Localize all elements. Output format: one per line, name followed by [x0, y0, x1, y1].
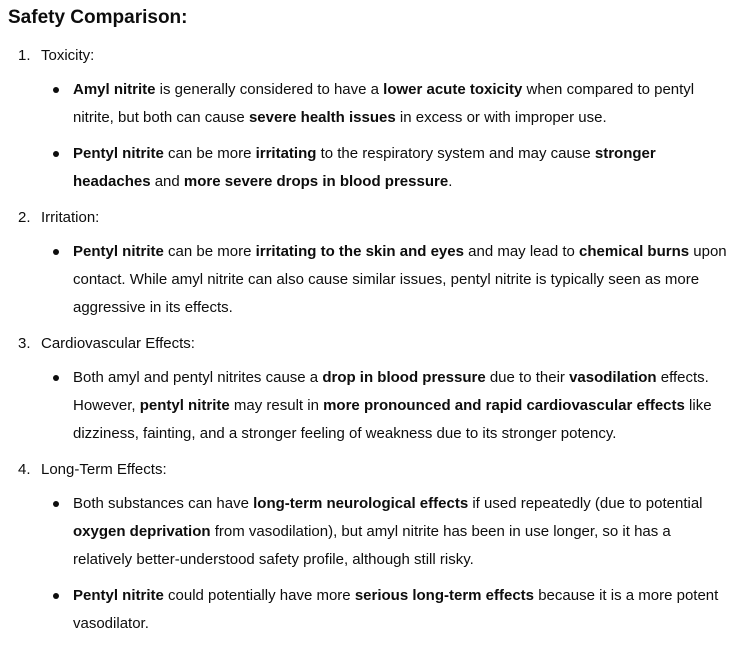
list-number: 2.: [18, 209, 31, 226]
bold-text: vasodilation: [569, 369, 657, 386]
body-text: because it is a more potent vasodilator.: [73, 587, 719, 632]
numbered-item: [8, 204, 734, 322]
body-text: in excess or with improper use.: [395, 109, 607, 126]
body-text: upon contact. While amyl nitrite can also cause similar issues, pentyl nitrite is typically seen as more aggressive in its effects.: [73, 243, 727, 316]
bullet-dot-icon: [53, 151, 59, 157]
bold-text: stronger headaches: [73, 145, 656, 190]
body-text: Both amyl and pentyl nitrites cause a: [73, 369, 323, 386]
numbered-item: [8, 42, 734, 196]
document: [8, 4, 734, 646]
list-number: 3.: [18, 335, 31, 352]
body-text: like dizziness, fainting, and a stronger feeling of weakness due to its stronger potency.: [73, 397, 712, 442]
bullet-item: [41, 238, 734, 322]
bullet-item: [41, 490, 734, 574]
bold-text: pentyl nitrite: [139, 397, 230, 414]
body-text: if used repeatedly (due to potential: [468, 495, 703, 512]
bullet-dot-icon: [53, 249, 59, 255]
bold-text: serious long-term effects: [354, 587, 535, 604]
subsection-title: Cardiovascular Effects:: [41, 335, 195, 352]
bullet-list: [41, 364, 734, 448]
list-number: 4.: [18, 461, 31, 478]
bold-text: irritating to the skin and eyes: [255, 243, 464, 260]
body-text: may result in: [229, 397, 324, 414]
bullet-dot-icon: [53, 593, 59, 599]
numbered-list: [8, 42, 734, 638]
bold-text: chemical burns: [579, 243, 690, 260]
body-text: from vasodilation), but amyl nitrite has been in use longer, so it has a relatively better-understood safety profile, although still risky.: [73, 523, 671, 568]
body-text: and: [150, 173, 184, 190]
bullet-list: [41, 238, 734, 322]
bold-text: Pentyl nitrite: [73, 243, 164, 260]
bullet-item: [41, 76, 734, 132]
body-text: is generally considered to have a: [155, 81, 384, 98]
bullet-item: [41, 364, 734, 448]
section-heading: Safety Comparison:: [8, 7, 188, 28]
bold-text: Amyl nitrite: [73, 81, 156, 98]
body-text: could potentially have more: [163, 587, 355, 604]
bullet-list: [41, 76, 734, 196]
bold-text: more severe drops in blood pressure: [183, 173, 449, 190]
body-text: and may lead to: [463, 243, 580, 260]
bold-text: Pentyl nitrite: [73, 145, 164, 162]
bold-text: lower acute toxicity: [383, 81, 523, 98]
bullet-dot-icon: [53, 501, 59, 507]
body-text: can be more: [163, 243, 256, 260]
body-text: Both substances can have: [73, 495, 254, 512]
bold-text: irritating: [255, 145, 317, 162]
subsection-title: Irritation:: [41, 209, 100, 226]
bullet-item: [41, 582, 734, 638]
subsection-title: Long-Term Effects:: [41, 461, 167, 478]
body-text: when compared to pentyl nitrite, but both can cause: [73, 81, 695, 126]
bold-text: Pentyl nitrite: [73, 587, 164, 604]
bold-text: oxygen deprivation: [73, 523, 211, 540]
bullet-dot-icon: [53, 87, 59, 93]
bold-text: severe health issues: [248, 109, 396, 126]
bullet-dot-icon: [53, 375, 59, 381]
bullet-item: [41, 140, 734, 196]
body-text: to the respiratory system and may cause: [316, 145, 595, 162]
bullet-list: [41, 490, 734, 638]
body-text: can be more: [163, 145, 256, 162]
subsection-title: Toxicity:: [41, 47, 95, 64]
body-text: effects. However,: [73, 369, 709, 414]
numbered-item: [8, 456, 734, 638]
bold-text: long-term neurological effects: [253, 495, 469, 512]
bold-text: more pronounced and rapid cardiovascular effects: [323, 397, 685, 414]
body-text: due to their: [485, 369, 570, 386]
body-text: .: [448, 173, 453, 190]
numbered-item: [8, 330, 734, 448]
bold-text: drop in blood pressure: [322, 369, 486, 386]
list-number: 1.: [18, 47, 31, 64]
